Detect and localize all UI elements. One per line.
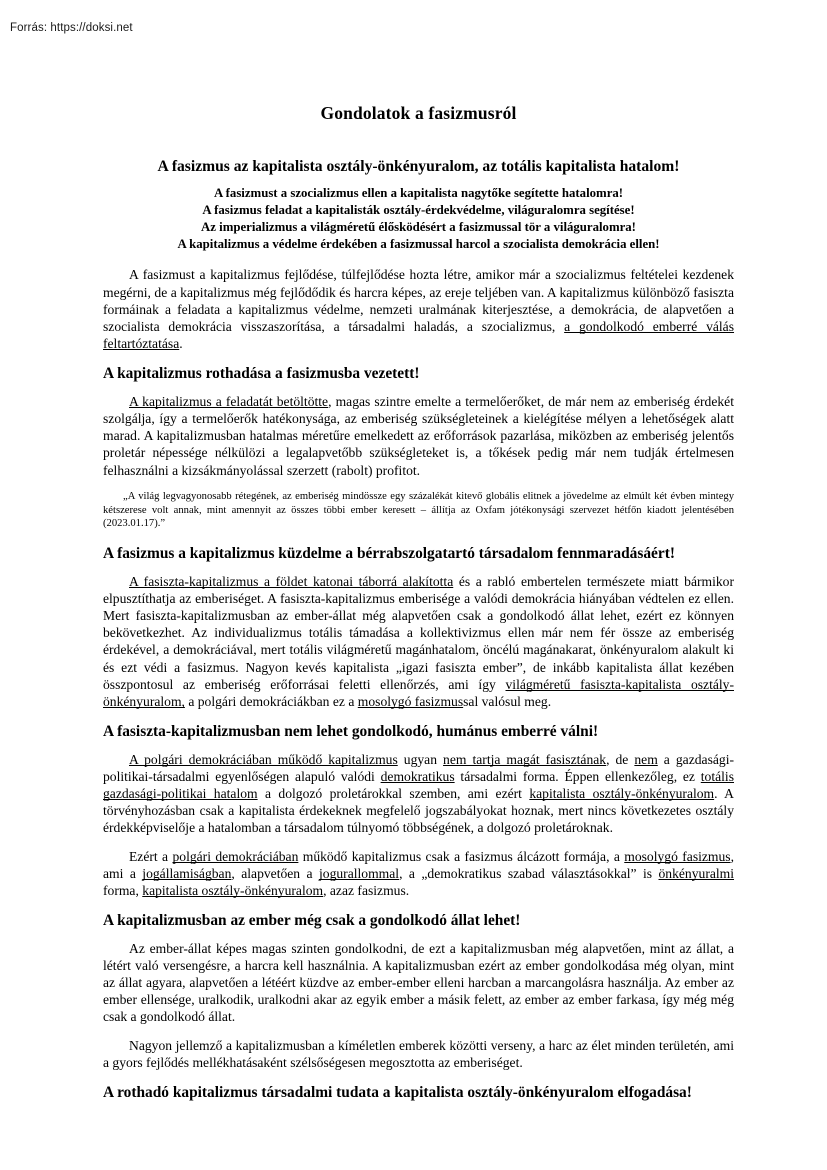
underlined-run: kapitalista osztály-önkényuralom [142,882,324,898]
section-heading-gondolkodo-allat: A kapitalizmusban az ember még csak a gondolkodó állat lehet! [103,912,521,930]
underlined-run: mosolygó fasizmus [357,693,464,709]
text-run: a dolgozó proletárokkal szemben, ami ezért [257,785,530,801]
text-run: , de [606,751,635,767]
paragraph-fasiszta-kapitalizmus [103,573,734,711]
text-run: , azaz fasizmus. [323,882,410,898]
text-run: ugyan [397,751,444,767]
section-heading-rothadasa: A kapitalizmus rothadása a fasizmusba vezetett! [103,365,420,383]
text-run: forma, [103,882,143,898]
lead-heading: A fasizmus az kapitalista osztály-önkényuralom, az totális kapitalista hatalom! [157,158,680,175]
text-run: , magas szintre emelte a termelőerőket, de már nem az emberiség érdekét szolgálja, így a termelőerők hatékonysága, az emberiség szükségleteinek a kielégítése mélyen a lehetőségek alatt marad. A kapitalizmusban hatalmas méretűre emelkedett az erőforrások pazarlása, miközben az emberiség jelentős proletár népessége nélkülözi a legalapvetőbb szükségleteket is, a tőkések pedig már nem tudják értelmesen felhasználni a kizsákmányolással szerzett (rabolt) profitot. [103,393,734,478]
text-run: működő kapitalizmus csak a fasizmus álcázott formája, a [298,848,625,864]
underlined-run: mosolygó fasizmus [624,848,731,864]
text-run: társadalmi forma. Éppen ellenkezőleg, ez [454,768,701,784]
text-run: , ami a [103,848,734,881]
section-heading-humanus: A fasiszta-kapitalizmusban nem lehet gondolkodó, humánus emberré válni! [103,723,599,741]
underlined-run: jogállamiságban [142,865,232,881]
underlined-run: polgári demokráciában [172,848,299,864]
page-title: Gondolatok a fasizmusról [320,103,517,123]
text-run: . [179,336,183,352]
paragraph-feladatat-betoltotte [103,393,734,479]
lead-slogan-line: A kapitalizmus a védelme érdekében a fasizmussal harcol a szocialista demokrácia ellen! [177,237,660,252]
lead-slogan-line: Az imperializmus a világméretű élősködésért a fasizmussal tör a világuralomra! [201,220,636,235]
underlined-run: kapitalista osztály-önkényuralom [529,785,715,801]
paragraph-intro [103,266,734,352]
paragraph-polgari-demokracia [103,751,734,837]
text-run: A fasizmust a kapitalizmus fejlődése, túlfejlődése hozta létre, amikor már a szocializmus feltételei kezdenek megérni, de a kapitalizmus még fejlődődik és harcra képes, az ereje teljében van. A kapitalizmus különböző fasiszta formáinak a feladata a kapitalizmus védelme, nemzeti uralmának kiterjesztése, a demokrácia, de alapvetően a szocialista demokrácia visszaszorítása, a társadalmi haladás, a szocializmus, [103,267,734,335]
text-run: , a „demokratikus szabad választásokkal” is [399,865,659,881]
lead-slogan-line: A fasizmus feladat a kapitalisták osztály-érdekvédelme, világuralomra segítése! [202,203,635,218]
underlined-run: A polgári demokráciában működő kapitalizmus [129,751,398,767]
underlined-run: A kapitalizmus a feladatát betöltötte [129,393,329,409]
text-run: a gazdasági-politikai-társadalmi egyenlőségen alapuló valódi [103,751,734,784]
underlined-run: totális gazdasági-politikai hatalom [103,768,734,801]
underlined-run: demokratikus [380,768,455,784]
text-run: a polgári demokráciákban ez a [184,693,358,709]
paragraph-alcazott-formaja [103,848,734,900]
underlined-run: a gondolkodó emberré válás feltartóztatása [103,319,735,352]
text-run: , alapvetően a [231,865,320,881]
underlined-run: jogurallommal [319,865,400,881]
source-url-header: Forrás: https://doksi.net [10,22,133,34]
paragraph-ember-allat: Az ember-állat képes magas szinten gondolkodni, de ezt a kapitalizmusban még alapvetően, mint az állat, a létért való versengésre, a harcra kell használnia. A kapitalizmusban ezért az ember gondolkodása még olyan, mint az állat agyara, alapvetően a létéért küzdve az ember-ember elleni harcban a marcangolásra használja. Az ember az ember ellensége, uralkodik, uralkodni akar az egyik ember a másik felett, az ember az ember farkasa, így még még csak a gondolkodó állat. [103,940,734,1025]
text-run: sal valósul meg. [463,693,552,709]
text-run: Ezért a [129,848,173,864]
underlined-run: önkényuralmi [658,865,735,881]
blockquote-oxfam: „A világ legvagyonosabb rétegének, az emberiség mindössze egy százalékát kitevő globális elitnek a jövedelme az elmúlt két évben mintegy kétszerese volt annak, mint amennyit az összes többi ember keresett – állítja az Oxfam jótékonysági szervezet hétfőn kiadott jelentésében (2023.01.17).” [103,490,734,530]
underlined-run: világméretű fasiszta-kapitalista osztály-önkényuralom, [103,676,734,709]
text-run: és a rabló embertelen természete miatt bármikor elpusztíthatja az emberiséget. A fasiszta-kapitalizmus emberisége a valódi demokrácia hiányában védtelen ez ellen. Mert fasiszta-kapitalizmusban az ember-állat még alapvetően csak a gondolkodó állat lehet, ezért ez könnyen bekövetkezhet. Az individualizmus totális támadása a kollektivizmus ellen már nem fér össze az emberiség érdekével, a demokráciával, mert totális világméretű magánhatalom, öncélú magánakarat, önkényuralom alakult ki és ezt védi a fasizmus. Nagyon kevés kapitalista „igazi fasiszta ember”, de inkább kapitalista állat kezében összpontosul az emberiség erőforrásai feletti ellenőrzés, ami így [103,573,735,692]
underlined-run: A fasiszta-kapitalizmus a földet katonai táborrá alakította [129,573,454,589]
lead-slogan-line: A fasizmust a szocializmus ellen a kapitalista nagytőke segítette hatalomra! [213,186,624,201]
paragraph-verseny: Nagyon jellemző a kapitalizmusban a kíméletlen emberek közötti verseny, a harc az élet minden területén, ami a gyors fejlődés mellékhatásaként szélsőségesen megosztotta az emberiséget. [103,1037,734,1070]
underlined-run: nem [634,751,658,767]
lead-slogan-block [103,185,734,253]
text-run: . A törvényhozásban csak a kapitalista érdekeknek megfelelő jogszabályokat hoznak, mert nincs következetes osztály érdekképviselője a hatalomban a társadalom túlnyomó többségének, a dolgozó proletároknak. [103,785,734,836]
section-heading-rothado-tudat: A rothadó kapitalizmus társadalmi tudata a kapitalista osztály-önkényuralom elfogadása! [103,1083,692,1101]
section-heading-kuzdelme: A fasizmus a kapitalizmus küzdelme a bérrabszolgatartó társadalom fennmaradásáért! [103,545,675,563]
document-body [103,103,734,1111]
underlined-run: nem tartja magát fasisztának [443,751,607,767]
